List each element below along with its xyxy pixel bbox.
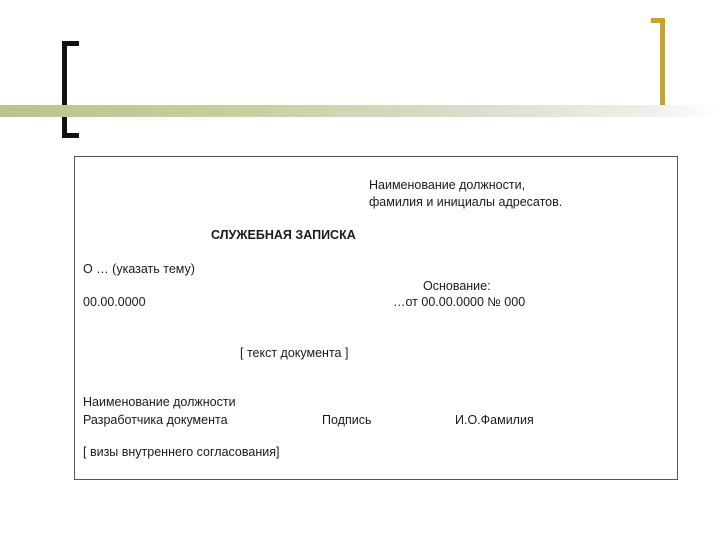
basis-label: Основание: (423, 279, 491, 293)
memo-template-frame (74, 156, 678, 480)
addressee-line-2: фамилия и инициалы адресатов. (369, 195, 563, 209)
document-date: 00.00.0000 (83, 295, 146, 309)
left-bracket-decoration (62, 41, 79, 138)
internal-visa-placeholder: [ визы внутреннего согласования] (83, 445, 280, 459)
right-bracket-decoration (651, 18, 665, 111)
signer-position-line-1: Наименование должности (83, 395, 236, 409)
subject-line: О … (указать тему) (83, 262, 195, 276)
document-body-placeholder: [ текст документа ] (240, 346, 349, 360)
addressee-line-1: Наименование должности, (369, 178, 526, 192)
accent-bar (0, 105, 720, 117)
signer-name: И.О.Фамилия (455, 413, 534, 427)
document-title: СЛУЖЕБНАЯ ЗАПИСКА (211, 228, 356, 242)
signature-label: Подпись (322, 413, 372, 427)
signer-position-line-2: Разработчика документа (83, 413, 228, 427)
basis-reference: …от 00.00.0000 № 000 (393, 295, 526, 309)
